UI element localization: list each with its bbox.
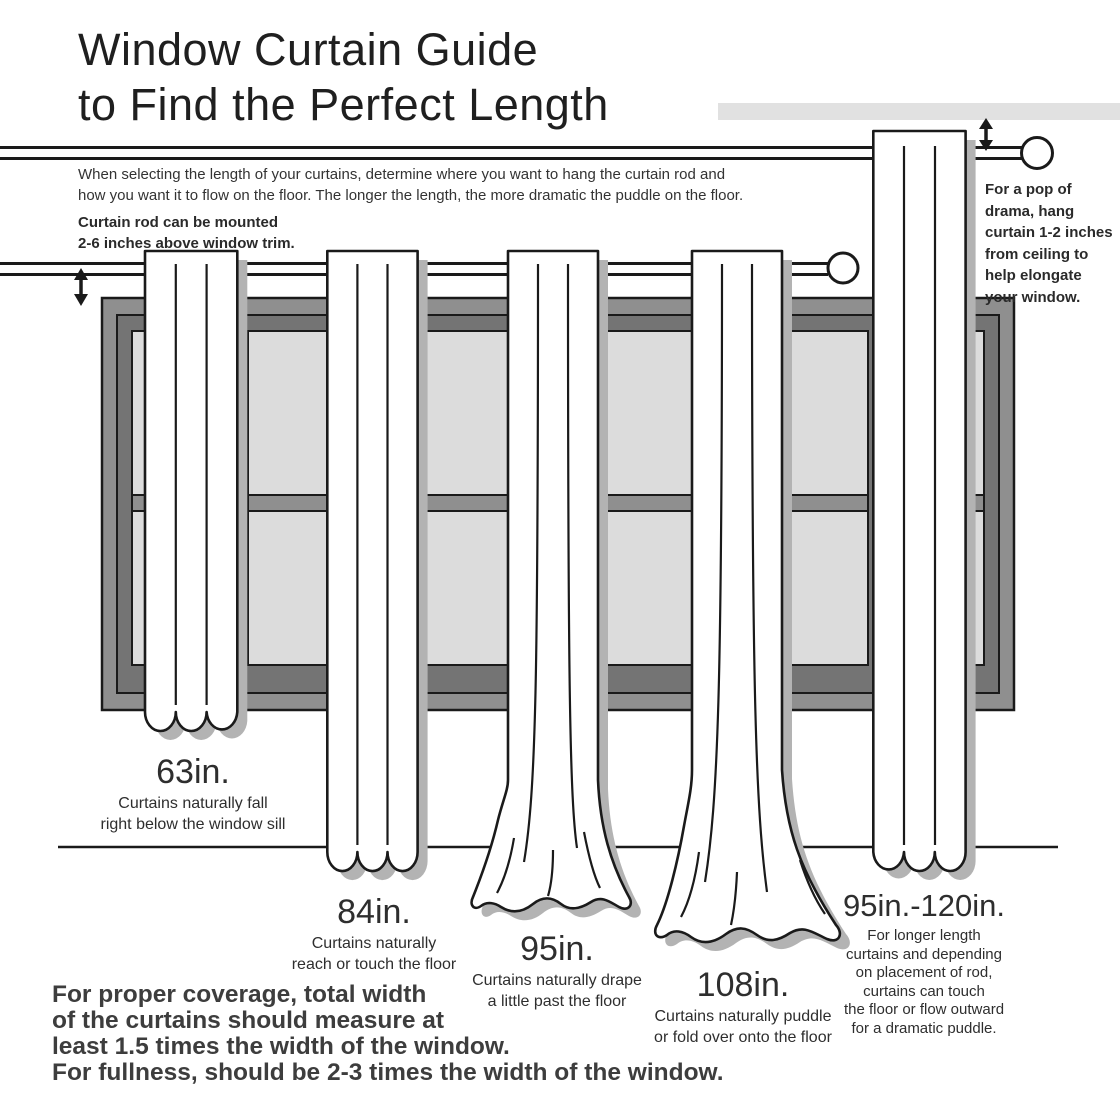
title-line: to Find the Perfect Length [78, 79, 609, 130]
ceiling-note-line: drama, hang [985, 202, 1075, 220]
rod-mount-note [78, 212, 295, 254]
rod-finial-icon [828, 253, 858, 283]
curtain-length-desc: or fold over onto the floor [654, 1028, 832, 1046]
curtain-length-desc: Curtains naturally fall [118, 795, 268, 812]
ceiling-note-line: For a pop of [985, 181, 1072, 198]
curtain-length-desc: a little past the floor [487, 992, 627, 1010]
curtain-length-value: 95in.-120in. [842, 888, 1005, 923]
footer-line: of the curtains should measure at [52, 1007, 445, 1034]
curtain-63in [145, 251, 247, 740]
ceiling-note-line: help elongate [985, 267, 1082, 284]
width-guidance-note [52, 982, 724, 1086]
curtain-length-desc: on placement of rod, [855, 964, 993, 981]
rod-note-line: Curtain rod can be mounted [78, 214, 279, 231]
curtain-length-value: 95in. [520, 930, 594, 968]
intro-paragraph [78, 164, 743, 206]
curtain-length-desc: Curtains naturally drape [472, 972, 642, 989]
curtain-length-desc: Curtains naturally [311, 935, 437, 952]
curtain-length-desc: curtains can touch [863, 982, 985, 1000]
ceiling-note-line: your window. [985, 288, 1081, 306]
intro-line: how you want it to flow on the floor. The longer the length, the more dramatic the puddle on the floor. [78, 187, 744, 204]
curtain-84in [327, 251, 427, 880]
footer-line: For fullness, should be 2-3 times the width of the window. [52, 1059, 724, 1086]
curtain-length-value: 84in. [337, 893, 411, 931]
curtain-length-desc: for a dramatic puddle. [851, 1019, 997, 1037]
curtain-length-value: 108in. [696, 966, 790, 1004]
curtain-length-desc: the floor or flow outward [843, 1001, 1005, 1018]
ceiling-note-line: from ceiling to [985, 245, 1089, 263]
rod-note-line: 2-6 inches above window trim. [78, 235, 295, 252]
curtain-length-desc: curtains and depending [846, 945, 1002, 963]
title-line: Window Curtain Guide [78, 24, 539, 75]
footer-line: For proper coverage, total width [52, 981, 427, 1008]
curtain-length-desc: For longer length [867, 927, 981, 944]
rod-finial-icon [1022, 138, 1053, 169]
label-curtain-63in [53, 753, 333, 835]
page-title [78, 22, 609, 132]
curtain-length-value: 63in. [156, 753, 230, 791]
ceiling-mount-note [985, 179, 1113, 308]
ceiling-bar [718, 103, 1120, 120]
ceiling-note-line: curtain 1-2 inches [985, 224, 1113, 241]
curtain-length-desc: reach or touch the floor [291, 955, 457, 973]
intro-line: When selecting the length of your curtains, determine where you want to hang the curtain rod and [78, 166, 726, 183]
label-curtain-95in-120in [774, 888, 1074, 1038]
curtain-95in-120in [873, 131, 975, 880]
footer-line: least 1.5 times the width of the window. [52, 1033, 510, 1060]
curtain-length-desc: right below the window sill [100, 815, 286, 833]
curtain-length-desc: Curtains naturally puddle [654, 1008, 832, 1025]
